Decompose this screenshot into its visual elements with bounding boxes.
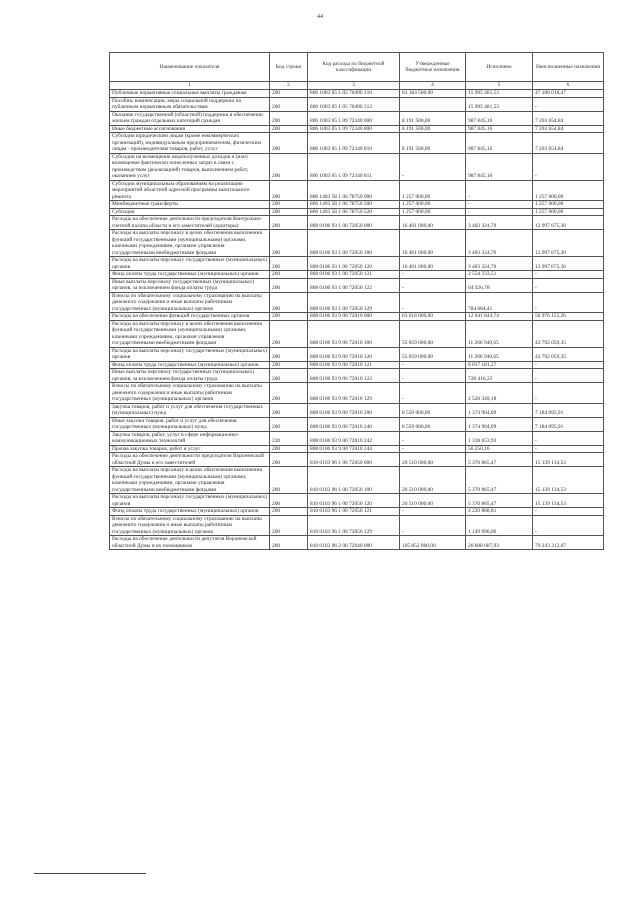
row-classification-code: 810 0103 96 2 00 72040 000	[308, 536, 400, 550]
footnote-divider	[34, 873, 146, 874]
row-unexecuted-amount: 7 203 654,84	[533, 125, 604, 133]
row-executed-amount: -	[466, 208, 533, 216]
row-executed-amount: 987 845,16	[466, 133, 533, 154]
row-executed-amount: 11 266 940,65	[466, 347, 533, 361]
row-approved-amount: 20 510 000,00	[400, 467, 466, 494]
table-row	[110, 125, 604, 133]
row-classification-code: 806 1003 05 1 09 72340 800	[308, 125, 400, 133]
table-row	[110, 417, 604, 431]
table-body	[110, 90, 604, 550]
table-row	[110, 369, 604, 383]
row-unexecuted-amount: -	[533, 508, 604, 516]
row-unexecuted-amount: 7 203 654,84	[533, 133, 604, 154]
row-classification-code: 806 1003 05 1 05 70490 313	[308, 97, 400, 111]
row-unexecuted-amount: 50 976 155,26	[533, 313, 604, 321]
row-code: 200	[270, 153, 308, 180]
row-approved-amount: 16 401 000,00	[400, 230, 466, 257]
row-unexecuted-amount: -	[533, 361, 604, 369]
table-row	[110, 320, 604, 347]
row-classification-code: 808 0106 93 9 00 72010 122	[308, 369, 400, 383]
table-row	[110, 361, 604, 369]
row-classification-code: 808 0106 93 1 00 72050 121	[308, 271, 400, 279]
row-name: Закупка товаров, работ и услуг для обеспечения государственных (муниципальных) нужд	[110, 403, 270, 417]
row-code: 200	[270, 216, 308, 230]
row-classification-code: 806 1003 05 1 09 72340 000	[308, 111, 400, 125]
row-approved-amount: -	[400, 278, 466, 292]
row-classification-code: 808 0106 93 9 00 72010 100	[308, 320, 400, 347]
table-row	[110, 278, 604, 292]
row-approved-amount: 63 183 500,00	[400, 90, 466, 98]
table-row	[110, 271, 604, 279]
row-approved-amount: -	[400, 271, 466, 279]
row-executed-amount: 5 370 865,47	[466, 467, 533, 494]
table-row	[110, 383, 604, 404]
row-name: Расходы на выплаты персоналу в целях обеспечения выполнения функций государственными (муниципальными) органами, казенными учреждениями, органами управления государственными внебюджетными фондами	[110, 230, 270, 257]
row-name: Прочая закупка товаров, работ и услуг	[110, 445, 270, 453]
row-code: 200	[270, 313, 308, 321]
row-approved-amount: -	[400, 361, 466, 369]
row-executed-amount: 1 374 904,09	[466, 403, 533, 417]
row-name: Иные выплаты персоналу государственных (муниципальных) органов, за исключением фонда оплаты труда	[110, 369, 270, 383]
row-unexecuted-amount: -	[533, 292, 604, 313]
row-unexecuted-amount: -	[533, 278, 604, 292]
row-code: 200	[270, 90, 308, 98]
row-unexecuted-amount: 12 997 675,30	[533, 230, 604, 257]
row-name: Взносы по обязательному социальному страхованию на выплаты денежного содержания и иные выплаты работникам государственных (муниципальных) органов	[110, 383, 270, 404]
table-header-row	[110, 53, 604, 82]
row-unexecuted-amount: 47 188 018,47	[533, 90, 604, 98]
row-name: Расходы на выплаты персоналу в целях обеспечения выполнения функций государственными (муниципальными) органами, казенными учреждениями, органами управления государственными внебюджетными фондами	[110, 467, 270, 494]
row-classification-code: 808 0106 93 1 00 72050 100	[308, 230, 400, 257]
row-name: Взносы по обязательному социальному страхованию на выплаты денежного содержания и иные выплаты работникам государственных (муниципальных) органов	[110, 515, 270, 536]
row-unexecuted-amount: 12 997 675,30	[533, 257, 604, 271]
row-code: 200	[270, 111, 308, 125]
row-code: 200	[270, 180, 308, 201]
row-code: 200	[270, 97, 308, 111]
row-code: 200	[270, 292, 308, 313]
row-code: 200	[270, 125, 308, 133]
row-approved-amount: 8 191 500,00	[400, 133, 466, 154]
row-classification-code: 808 0106 93 9 00 72010 200	[308, 403, 400, 417]
row-approved-amount: 16 401 000,00	[400, 257, 466, 271]
table-row	[110, 347, 604, 361]
row-classification-code: 810 0103 96 1 00 72050 121	[308, 508, 400, 516]
header-approved: Утвержденные бюджетные назначения	[400, 53, 466, 82]
table-row	[110, 257, 604, 271]
row-code: 200	[270, 467, 308, 494]
row-code: 200	[270, 445, 308, 453]
row-approved-amount: 1 257 000,00	[400, 180, 466, 201]
row-approved-amount: 8 559 000,00	[400, 417, 466, 431]
row-unexecuted-amount: -	[533, 369, 604, 383]
row-executed-amount: 3 403 324,70	[466, 230, 533, 257]
table-row	[110, 453, 604, 467]
table-row	[110, 133, 604, 154]
row-executed-amount: 784 664,41	[466, 292, 533, 313]
row-executed-amount: 3 403 324,70	[466, 216, 533, 230]
row-executed-amount: 2 554 333,51	[466, 271, 533, 279]
header-classification: Код расхода по бюджетной классификации	[308, 53, 400, 82]
row-unexecuted-amount: 7 203 654,84	[533, 111, 604, 125]
row-unexecuted-amount: -	[533, 431, 604, 445]
row-approved-amount: 55 059 000,00	[400, 320, 466, 347]
row-executed-amount: 1 374 904,09	[466, 417, 533, 431]
row-approved-amount: 20 510 000,00	[400, 453, 466, 467]
row-executed-amount: 8 017 181,27	[466, 361, 533, 369]
row-unexecuted-amount: 7 184 095,91	[533, 403, 604, 417]
row-code: 200	[270, 133, 308, 154]
row-classification-code: 810 0103 96 1 00 72050 100	[308, 467, 400, 494]
row-classification-code: 806 1003 05 1 09 72340 810	[308, 133, 400, 154]
row-code: 200	[270, 347, 308, 361]
row-name: Фонд оплаты труда государственных (муниципальных) органов	[110, 508, 270, 516]
table-row	[110, 90, 604, 98]
row-approved-amount: 1 257 000,00	[400, 201, 466, 209]
row-classification-code: 808 0106 93 1 00 72050 120	[308, 257, 400, 271]
row-approved-amount: 63 618 000,00	[400, 313, 466, 321]
row-classification-code: 806 1403 58 1 06 78750 520	[308, 208, 400, 216]
row-classification-code: 808 0106 93 9 00 72010 244	[308, 445, 400, 453]
row-approved-amount: 8 559 000,00	[400, 403, 466, 417]
row-executed-amount: 987 845,16	[466, 153, 533, 180]
row-classification-code: 808 0106 93 1 00 72050 122	[308, 278, 400, 292]
table-row	[110, 180, 604, 201]
row-name: Иные бюджетные ассигнования	[110, 125, 270, 133]
budget-report-table	[109, 52, 604, 550]
row-executed-amount: 1 318 653,93	[466, 431, 533, 445]
table-row	[110, 216, 604, 230]
row-approved-amount: 1 257 000,00	[400, 208, 466, 216]
row-name: Пособия, компенсации, меры социальной поддержки по публичным нормативным обязательствам	[110, 97, 270, 111]
row-code: 200	[270, 515, 308, 536]
row-classification-code: 810 0103 96 1 00 72050 120	[308, 494, 400, 508]
row-code: 200	[270, 208, 308, 216]
row-approved-amount: -	[400, 383, 466, 404]
row-classification-code: 806 1403 58 1 06 78750 000	[308, 180, 400, 201]
row-executed-amount: 5 370 865,47	[466, 453, 533, 467]
table-row	[110, 403, 604, 417]
row-unexecuted-amount: -	[533, 153, 604, 180]
row-approved-amount: -	[400, 431, 466, 445]
row-unexecuted-amount: 43 792 059,35	[533, 347, 604, 361]
row-code: 200	[270, 369, 308, 383]
row-unexecuted-amount: 12 997 675,30	[533, 216, 604, 230]
row-approved-amount: -	[400, 445, 466, 453]
row-executed-amount: 26 608 687,93	[466, 536, 533, 550]
row-classification-code: 810 0103 96 1 00 72050 000	[308, 453, 400, 467]
column-number: 2	[270, 82, 308, 90]
row-classification-code: 808 0106 93 9 00 72010 121	[308, 361, 400, 369]
row-approved-amount: -	[400, 508, 466, 516]
table-row	[110, 292, 604, 313]
row-code: 200	[270, 508, 308, 516]
row-name: Расходы на выплаты персоналу в целях обеспечения выполнения функций государственными (муниципальными) органами, казенными учреждениями, органами управления государственными внебюджетными фондами	[110, 320, 270, 347]
column-number-row	[110, 82, 604, 90]
row-approved-amount: -	[400, 292, 466, 313]
column-number: 5	[466, 82, 533, 90]
row-name: Субсидии юридическим лицам (кроме некоммерческих организаций), индивидуальным предпринимателям, физическим лицам - производителям товаров, работ, услуг	[110, 133, 270, 154]
column-number: 4	[400, 82, 466, 90]
column-number: 3	[308, 82, 400, 90]
row-executed-amount: 2 520 349,18	[466, 383, 533, 404]
row-unexecuted-amount: 79 243 312,07	[533, 536, 604, 550]
row-executed-amount: 987 845,16	[466, 125, 533, 133]
row-code: 200	[270, 453, 308, 467]
row-approved-amount: 8 191 500,00	[400, 111, 466, 125]
header-executed: Исполнено	[466, 53, 533, 82]
row-approved-amount: 16 401 000,00	[400, 216, 466, 230]
row-code: 200	[270, 536, 308, 550]
row-executed-amount: 987 845,16	[466, 111, 533, 125]
row-code: 200	[270, 320, 308, 347]
row-code: 200	[270, 271, 308, 279]
row-name: Расходы на выплаты персоналу государственных (муниципальных) органов	[110, 494, 270, 508]
row-unexecuted-amount: -	[533, 97, 604, 111]
table-row	[110, 515, 604, 536]
row-classification-code: 808 0106 93 9 00 72010 000	[308, 313, 400, 321]
header-name: Наименование показателя	[110, 53, 270, 82]
row-approved-amount: 8 191 500,00	[400, 125, 466, 133]
row-name: Расходы на обеспечение деятельности председателя Контрольно-счетной палаты области и его заместителей (аудиторы)	[110, 216, 270, 230]
row-code: 200	[270, 383, 308, 404]
row-name: Расходы на обеспечение функций государственных органов	[110, 313, 270, 321]
row-code: 200	[270, 230, 308, 257]
row-classification-code: 806 1003 05 1 09 72340 811	[308, 153, 400, 180]
row-name: Расходы на обеспечение деятельности депутатов Воронежской областной Думы и их помощников	[110, 536, 270, 550]
row-classification-code: 806 1403 58 1 06 78750 500	[308, 201, 400, 209]
row-code: 220	[270, 431, 308, 445]
row-name: Субсидии	[110, 208, 270, 216]
row-executed-amount: 56 250,16	[466, 445, 533, 453]
row-classification-code: 810 0103 96 1 00 72050 129	[308, 515, 400, 536]
row-code: 200	[270, 257, 308, 271]
row-name: Расходы на выплаты персоналу государственных (муниципальных) органов	[110, 257, 270, 271]
row-code: 200	[270, 403, 308, 417]
table-row	[110, 230, 604, 257]
column-number: 6	[533, 82, 604, 90]
row-unexecuted-amount: -	[533, 445, 604, 453]
row-executed-amount: 728 410,25	[466, 369, 533, 383]
row-unexecuted-amount: 43 792 059,35	[533, 320, 604, 347]
row-classification-code: 806 1003 05 1 05 70490 310	[308, 90, 400, 98]
row-code: 200	[270, 278, 308, 292]
row-executed-amount: 15 995 481,53	[466, 90, 533, 98]
row-name: Оказание государственной (областной) поддержки в обеспечении жильем граждан отдельных категорий граждан	[110, 111, 270, 125]
row-name: Межбюджетные трансферты	[110, 201, 270, 209]
table-row	[110, 445, 604, 453]
row-unexecuted-amount: -	[533, 383, 604, 404]
row-approved-amount: -	[400, 515, 466, 536]
row-unexecuted-amount: -	[533, 271, 604, 279]
row-classification-code: 808 0106 93 9 00 72010 242	[308, 431, 400, 445]
row-unexecuted-amount: -	[533, 515, 604, 536]
row-name: Иные закупки товаров, работ и услуг для обеспечения государственных (муниципальных) нужд	[110, 417, 270, 431]
row-name: Взносы по обязательному социальному страхованию на выплаты денежного содержания и иные выплаты работникам государственных (муниципальных) органов	[110, 292, 270, 313]
row-name: Расходы на выплаты персоналу государственных (муниципальных) органов	[110, 347, 270, 361]
row-name: Расходы на обеспечение деятельности председателя Воронежской областной Думы и его заместителей	[110, 453, 270, 467]
row-classification-code: 808 0106 93 1 00 72050 000	[308, 216, 400, 230]
row-code: 200	[270, 417, 308, 431]
row-unexecuted-amount: 1 257 000,00	[533, 180, 604, 201]
row-unexecuted-amount: 15 139 134,53	[533, 494, 604, 508]
row-unexecuted-amount: 15 139 134,53	[533, 467, 604, 494]
row-code: 200	[270, 361, 308, 369]
table-row	[110, 201, 604, 209]
row-unexecuted-amount: 7 184 095,91	[533, 417, 604, 431]
row-executed-amount: 12 641 844,74	[466, 313, 533, 321]
row-executed-amount: -	[466, 180, 533, 201]
row-classification-code: 808 0106 93 9 00 72010 120	[308, 347, 400, 361]
header-unexecuted: Неисполненные назначения	[533, 53, 604, 82]
row-executed-amount: 11 266 940,65	[466, 320, 533, 347]
row-name: Субсидии на возмещение недополученных доходов и (или) возмещение фактически понесенных затрат в связи с производством (реализацией) товаров, выполнением работ, оказанием услуг	[110, 153, 270, 180]
table-row	[110, 153, 604, 180]
table-row	[110, 111, 604, 125]
column-number: 1	[110, 82, 270, 90]
row-executed-amount: 5 370 865,47	[466, 494, 533, 508]
row-approved-amount	[400, 97, 466, 111]
row-code: 200	[270, 201, 308, 209]
row-classification-code: 808 0106 93 1 00 72050 129	[308, 292, 400, 313]
row-approved-amount: 20 510 000,00	[400, 494, 466, 508]
row-code: 200	[270, 494, 308, 508]
table-row	[110, 431, 604, 445]
row-name: Закупка товаров, работ, услуг в сфере информационно-коммуникационных технологий	[110, 431, 270, 445]
row-unexecuted-amount: 15 139 134,53	[533, 453, 604, 467]
table-row	[110, 536, 604, 550]
row-name: Иные выплаты персоналу государственных (муниципальных) органов, за исключением фонда оплаты труда	[110, 278, 270, 292]
row-approved-amount: 105 852 000,00	[400, 536, 466, 550]
table-row	[110, 494, 604, 508]
row-classification-code: 808 0106 93 9 00 72010 129	[308, 383, 400, 404]
row-approved-amount: 55 059 000,00	[400, 347, 466, 361]
row-name: Субсидии муниципальным образованиям на реализацию мероприятий областной адресной программы капитального ремонта	[110, 180, 270, 201]
row-classification-code: 808 0106 93 9 00 72010 240	[308, 417, 400, 431]
row-executed-amount: 4 220 868,81	[466, 508, 533, 516]
row-unexecuted-amount: 1 257 000,00	[533, 208, 604, 216]
table-row	[110, 97, 604, 111]
row-executed-amount: 3 403 324,70	[466, 257, 533, 271]
table-row	[110, 313, 604, 321]
row-executed-amount: 64 326,78	[466, 278, 533, 292]
row-name: Фонд оплаты труда государственных (муниципальных) органов	[110, 271, 270, 279]
table-row	[110, 508, 604, 516]
page-number: 44	[317, 14, 323, 20]
row-approved-amount: -	[400, 153, 466, 180]
row-executed-amount: 1 149 996,66	[466, 515, 533, 536]
row-unexecuted-amount: 1 257 000,00	[533, 201, 604, 209]
header-code: Код строки	[270, 53, 308, 82]
row-executed-amount: 15 995 481,53	[466, 97, 533, 111]
row-approved-amount: -	[400, 369, 466, 383]
row-executed-amount: -	[466, 201, 533, 209]
row-name: Фонд оплаты труда государственных (муниципальных) органов	[110, 361, 270, 369]
table-row	[110, 467, 604, 494]
table-row	[110, 208, 604, 216]
row-name: Публичные нормативные социальные выплаты гражданам	[110, 90, 270, 98]
